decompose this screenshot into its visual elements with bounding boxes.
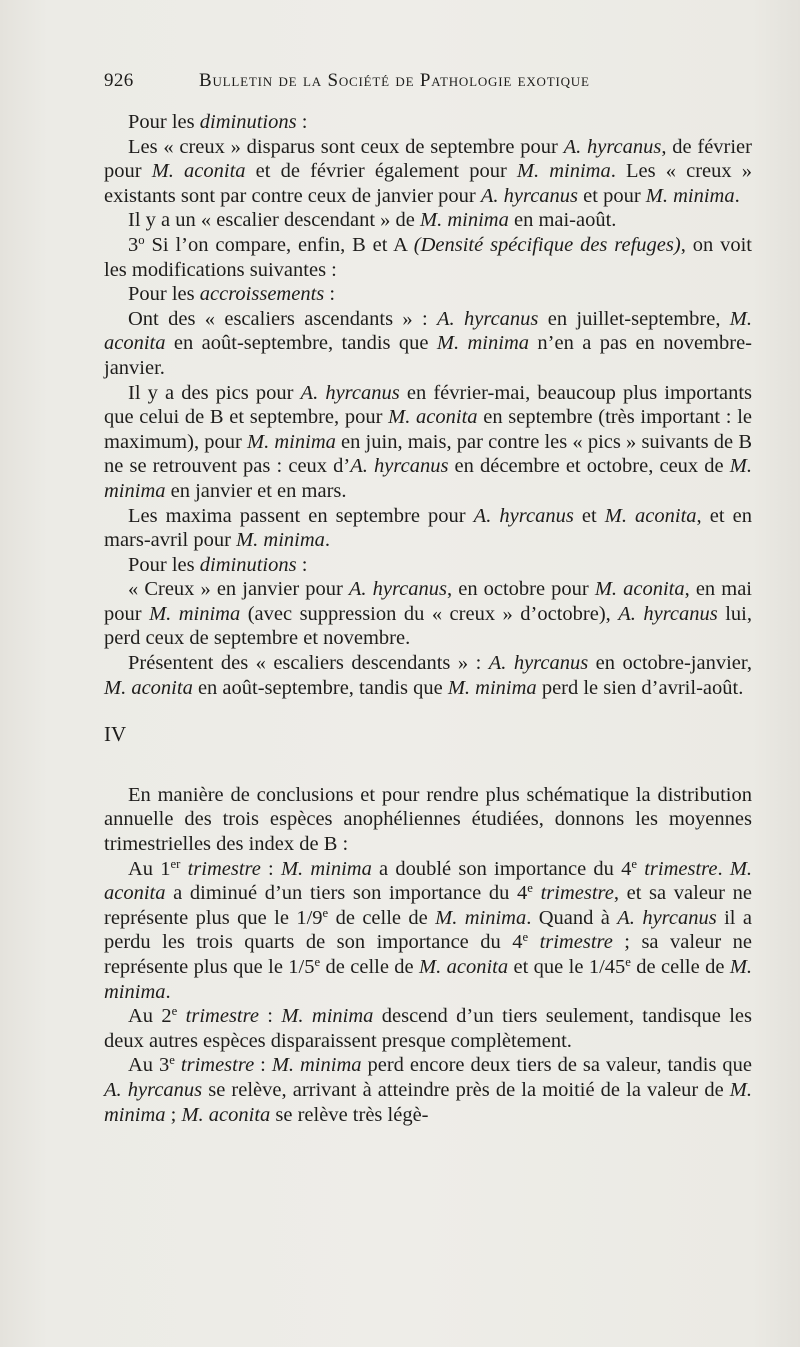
body-paragraph: Présentent des « escaliers descendants » : A. hyrcanus en octobre-janvier, M. aconita en août-septembre, tandis que M. minima perd le sien d’avril-août.: [104, 652, 752, 699]
page-number: 926: [104, 70, 134, 91]
page-body: [104, 110, 752, 1127]
body-paragraph: Ont des « escaliers ascendants » : A. hyrcanus en juillet-septembre, M. aconita en août-septembre, tandis que M. minima n’en a pas en novembre-janvier.: [104, 307, 753, 379]
body-paragraph: Au 1er trimestre : M. minima a doublé son importance du 4e trimestre. M. aconita a diminué d’un tiers son importance du 4e trimestre, et sa valeur ne représente plus que le 1/9e de celle de M. minima. Quand à A. hyrcanus il a perdu les trois quarts de son importance du 4e trimestre ; sa valeur ne représente plus que le 1/5e de celle de M. aconita et que le 1/45e de celle de M. minima.: [104, 856, 753, 1003]
body-paragraph: Il y a un « escalier descendant » de M. minima en mai-août.: [128, 209, 617, 232]
body-paragraph: Pour les diminutions :: [128, 553, 308, 576]
body-paragraph: Les maxima passent en septembre pour A. hyrcanus et M. aconita, et en mars-avril pour M. minima.: [104, 504, 752, 552]
body-paragraph: Les « creux » disparus sont ceux de septembre pour A. hyrcanus, de février pour M. aconita et de février également pour M. minima. Les « creux » existants sont par contre ceux de janvier pour A. hyrcanus et pour M. minima.: [104, 135, 753, 207]
body-paragraph: Pour les diminutions :: [128, 111, 308, 133]
body-paragraph: En manière de conclusions et pour rendre plus schématique la distribution annuelle des trois espèces anophéliennes étudiées, donnons les moyennes trimestrielles des index de B :: [104, 783, 752, 856]
running-title: Bulletin de la Société de Pathologie exotique: [199, 70, 590, 91]
body-paragraph: Pour les accroissements :: [128, 283, 336, 306]
section-heading: IV: [104, 722, 127, 747]
body-paragraph: Au 2e trimestre : M. minima descend d’un tiers seulement, tandisque les deux autres espèces disparaissent presque complètement.: [104, 1004, 752, 1052]
paragraph-list: [104, 110, 752, 700]
conclusion-paragraph-list: [104, 783, 752, 1127]
page-header: [104, 66, 752, 96]
body-paragraph: 3$^o$ Si l’on compare, enfin, B et A (Densité spécifique des refuges), on voit les modifications suivantes :: [104, 232, 752, 281]
body-paragraph: « Creux » en janvier pour A. hyrcanus, en octobre pour M. aconita, en mai pour M. minima (avec suppression du « creux » d’octobre), A. hyrcanus lui, perd ceux de septembre et novembre.: [104, 578, 753, 650]
body-paragraph: Au 3e trimestre : M. minima perd encore deux tiers de sa valeur, tandis que A. hyrcanus se relève, arrivant à atteindre près de la moitié de la valeur de M. minima ; M. aconita se relève très légè-: [104, 1053, 753, 1126]
body-paragraph: Il y a des pics pour A. hyrcanus en février-mai, beaucoup plus importants que celui de B et septembre, pour M. aconita en septembre (très important : le maximum), pour M. minima en juin, mais, par contre les « pics » suivants de B ne se retrouvent pas : ceux d’A. hyrcanus en décembre et octobre, ceux de M. minima en janvier et en mars.: [104, 381, 752, 502]
